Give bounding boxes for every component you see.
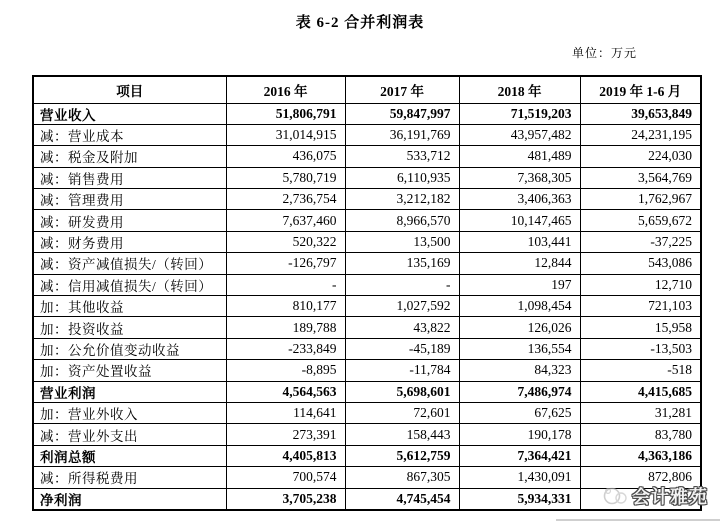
- header-2018: 2018 年: [459, 76, 580, 103]
- cell-value: 5,659,672: [580, 210, 701, 231]
- cell-value: 4,405,813: [226, 445, 345, 466]
- cell-value: -: [226, 274, 345, 295]
- table-row: [33, 360, 701, 381]
- cell-value: 543,086: [580, 253, 701, 274]
- row-label: 净利润: [33, 488, 226, 510]
- cell-value: 7,364,421: [459, 445, 580, 466]
- cell-value: 7,637,460: [226, 210, 345, 231]
- cell-value: 1,098,454: [459, 296, 580, 317]
- cell-value: 533,712: [345, 146, 459, 167]
- table-row: [33, 274, 701, 295]
- cell-value: -126,797: [226, 253, 345, 274]
- table-row: [33, 488, 701, 510]
- table-body: [33, 103, 701, 510]
- cell-value: -: [345, 274, 459, 295]
- row-label: 减：税金及附加: [33, 146, 226, 167]
- row-label: 营业利润: [33, 381, 226, 402]
- row-label: 减：管理费用: [33, 189, 226, 210]
- table-row: [33, 124, 701, 145]
- row-label: 营业收入: [33, 103, 226, 124]
- cell-value: 59,847,997: [345, 103, 459, 124]
- cell-value: -8,895: [226, 360, 345, 381]
- cell-value: 3,212,182: [345, 189, 459, 210]
- cell-value: 43,957,482: [459, 124, 580, 145]
- table-row: [33, 317, 701, 338]
- cell-value: 3,406,363: [459, 189, 580, 210]
- cell-value: 872,806: [580, 467, 701, 488]
- cell-value: 84,323: [459, 360, 580, 381]
- cell-value: 51,806,791: [226, 103, 345, 124]
- cell-value: 72,601: [345, 402, 459, 423]
- cell-value: 700,574: [226, 467, 345, 488]
- cell-value: 3,564,769: [580, 167, 701, 188]
- cell-value: 10,147,465: [459, 210, 580, 231]
- watermark-text: 会计雅苑: [632, 487, 708, 507]
- table-row: [33, 296, 701, 317]
- cell-value: 135,169: [345, 253, 459, 274]
- cell-value: 5,612,759: [345, 445, 459, 466]
- cell-value: 520,322: [226, 231, 345, 252]
- header-item: 项目: [33, 76, 226, 103]
- unit-label: 单位：万元: [571, 46, 637, 60]
- cell-value: 12,710: [580, 274, 701, 295]
- income-statement-table: [32, 75, 702, 511]
- row-label: 加：其他收益: [33, 296, 226, 317]
- header-row: [33, 76, 701, 103]
- watermark-mascot-icon: [603, 486, 629, 506]
- cell-value: 1,762,967: [580, 189, 701, 210]
- row-label: 加：投资收益: [33, 317, 226, 338]
- row-label: 利润总额: [33, 445, 226, 466]
- header-2017: 2017 年: [345, 76, 459, 103]
- cell-value: 273,391: [226, 424, 345, 445]
- row-label: 加：资产处置收益: [33, 360, 226, 381]
- cell-value: -518: [580, 360, 701, 381]
- cell-value: 481,489: [459, 146, 580, 167]
- cell-value: 4,564,563: [226, 381, 345, 402]
- header-2016: 2016 年: [226, 76, 345, 103]
- cell-value: 3,705,238: [226, 488, 345, 510]
- cell-value: 83,780: [580, 424, 701, 445]
- cell-value: -37,225: [580, 231, 701, 252]
- cell-value: 8,966,570: [345, 210, 459, 231]
- cell-value: 43,822: [345, 317, 459, 338]
- cell-value: 1,027,592: [345, 296, 459, 317]
- header-2019h1: 2019 年 1-6 月: [580, 76, 701, 103]
- table-row: [33, 189, 701, 210]
- cell-value: 224,030: [580, 146, 701, 167]
- row-label: 减：资产减值损失/（转回）: [33, 253, 226, 274]
- cell-value: 67,625: [459, 402, 580, 423]
- cell-value: 71,519,203: [459, 103, 580, 124]
- table-row: [33, 103, 701, 124]
- cell-value: 4,745,454: [345, 488, 459, 510]
- cell-value: 36,191,769: [345, 124, 459, 145]
- cell-value: 24,231,195: [580, 124, 701, 145]
- cell-value: 1,430,091: [459, 467, 580, 488]
- cell-value: 7,486,974: [459, 381, 580, 402]
- cell-value: 4,363,186: [580, 445, 701, 466]
- table-row: [33, 253, 701, 274]
- cell-value: 7,368,305: [459, 167, 580, 188]
- cell-value: 5,934,331: [459, 488, 580, 510]
- cell-value: 5,698,601: [345, 381, 459, 402]
- row-label: 减：营业外支出: [33, 424, 226, 445]
- row-label: 减：财务费用: [33, 231, 226, 252]
- table-row: [33, 146, 701, 167]
- cell-value: 721,103: [580, 296, 701, 317]
- watermark-logo: [603, 484, 708, 508]
- cell-value: 13,500: [345, 231, 459, 252]
- cell-value: 114,641: [226, 402, 345, 423]
- row-label: 减：所得税费用: [33, 467, 226, 488]
- table-row: [33, 338, 701, 359]
- cell-value: 436,075: [226, 146, 345, 167]
- row-label: 减：销售费用: [33, 167, 226, 188]
- cell-value: 31,281: [580, 402, 701, 423]
- cell-value: 2,736,754: [226, 189, 345, 210]
- bottom-edge-line: [556, 519, 720, 521]
- cell-value: 126,026: [459, 317, 580, 338]
- cell-value: -11,784: [345, 360, 459, 381]
- cell-value: 197: [459, 274, 580, 295]
- row-label: 加：营业外收入: [33, 402, 226, 423]
- cell-value: 6,110,935: [345, 167, 459, 188]
- table-row: [33, 231, 701, 252]
- cell-value: 31,014,915: [226, 124, 345, 145]
- table-row: [33, 445, 701, 466]
- table-row: [33, 210, 701, 231]
- table-row: [33, 381, 701, 402]
- cell-value: 867,305: [345, 467, 459, 488]
- cell-value: 103,441: [459, 231, 580, 252]
- cell-value: -45,189: [345, 338, 459, 359]
- cell-value: 39,653,849: [580, 103, 701, 124]
- row-label: 减：营业成本: [33, 124, 226, 145]
- table-row: [33, 424, 701, 445]
- cell-value: 12,844: [459, 253, 580, 274]
- cell-value: 190,178: [459, 424, 580, 445]
- cell-value: 4,415,685: [580, 381, 701, 402]
- cell-value: 5,780,719: [226, 167, 345, 188]
- cell-value: 15,958: [580, 317, 701, 338]
- cell-value: 158,443: [345, 424, 459, 445]
- table-row: [33, 467, 701, 488]
- cell-value: 189,788: [226, 317, 345, 338]
- table-row: [33, 402, 701, 423]
- cell-value: -233,849: [226, 338, 345, 359]
- cell-value: -13,503: [580, 338, 701, 359]
- cell-value: 810,177: [226, 296, 345, 317]
- row-label: 加：公允价值变动收益: [33, 338, 226, 359]
- row-label: 减：信用减值损失/（转回）: [33, 274, 226, 295]
- row-label: 减：研发费用: [33, 210, 226, 231]
- table-title: 表 6-2 合并利润表: [295, 15, 425, 31]
- cell-value: 136,554: [459, 338, 580, 359]
- table-row: [33, 167, 701, 188]
